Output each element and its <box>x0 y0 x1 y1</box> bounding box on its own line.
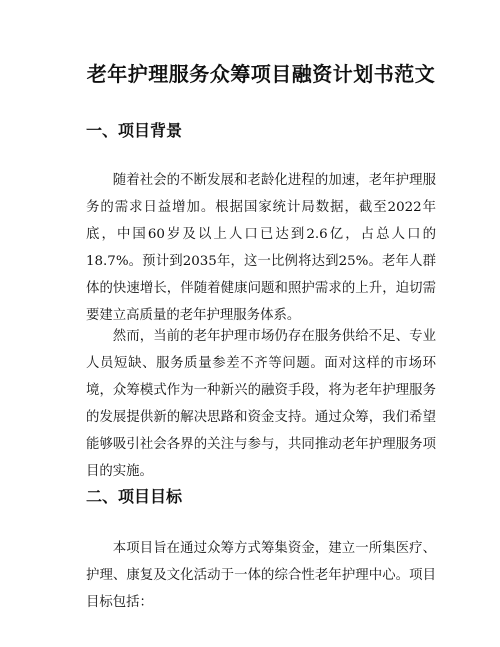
paragraph-goals-1: 本项目旨在通过众筹方式筹集资金，建立一所集医疗、护理、康复及文化活动于一体的综合性老年护理中心。项目目标包括： <box>86 541 436 610</box>
section-heading-background: 一、项目背景 <box>86 121 183 140</box>
paragraph-background-1: 随着社会的不断发展和老龄化进程的加速，老年护理服务的需求日益增加。根据国家统计局数据，截至2022年底，中国60岁及以上人口已达到2.6亿，占总人口的18.7%。预计到2035年，这一比例将达到25%。老年人群体的快速增长，伴随着健康问题和照护需求的上升，迫切需要建立高质量的老年护理服务体系。 <box>86 173 436 323</box>
paragraph-background-2: 然而，当前的老年护理市场仍存在服务供给不足、专业人员短缺、服务质量参差不齐等问题。面对这样的市场环境，众筹模式作为一种新兴的融资手段，将为老年护理服务的发展提供新的解决思路和资金支持。通过众筹，我们希望能够吸引社会各界的关注与参与，共同推动老年护理服务项目的实施。 <box>86 329 436 479</box>
section-heading-goals: 二、项目目标 <box>86 487 183 506</box>
document-title: 老年护理服务众筹项目融资计划书范文 <box>86 62 436 86</box>
